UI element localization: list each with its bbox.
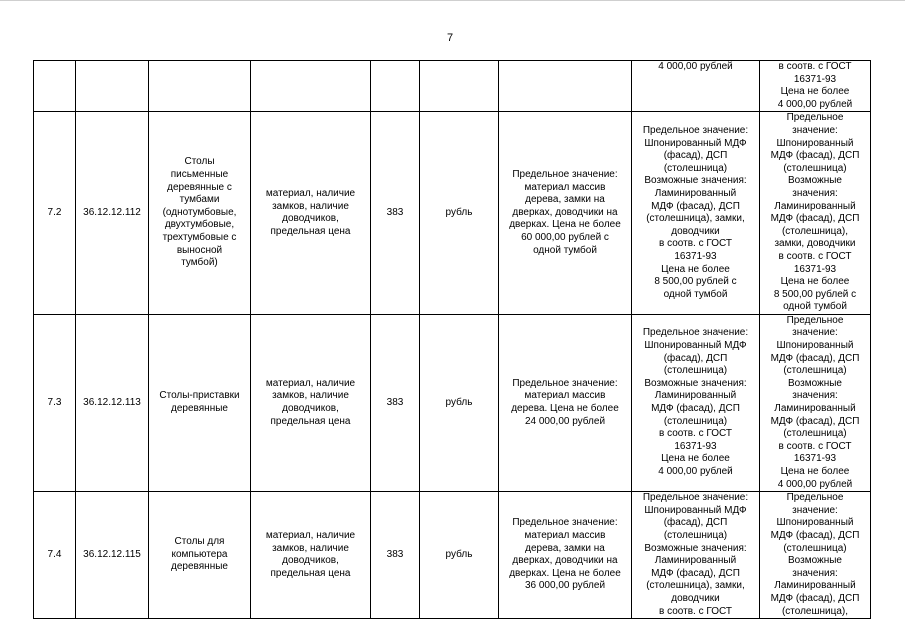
characteristics-cell: [251, 61, 371, 112]
requirement-value-cell: Предельное значение: Шпонированный МДФ (фасад), ДСП (столешница) Возможные значения: Ламинированный МДФ (фасад), ДСП (столешница), замки, доводчики в соотв. с ГОСТ 16371-93 Цена не более 8 500,00 рублей с одной тумбой: [632, 112, 760, 315]
okei-code-cell: 383: [371, 112, 420, 315]
table-row: [34, 314, 871, 491]
okpd-code-cell: 36.12.12.115: [76, 492, 149, 619]
okei-code-cell: 383: [371, 314, 420, 491]
item-name-cell: [149, 61, 251, 112]
item-name-cell: Столы письменные деревянные с тумбами (однотумбовые, двухтумбовые, трехтумбовые с выносной тумбой): [149, 112, 251, 315]
requirement-value-cell: [499, 61, 632, 112]
page-number: 7: [446, 32, 454, 44]
requirement-value-cell: Предельное значение: материал массив дерева. Цена не более 24 000,00 рублей: [499, 314, 632, 491]
procurement-requirements-table: [33, 60, 871, 619]
requirement-value-cell: Предельное значение: Шпонированный МДФ (фасад), ДСП (столешница) Возможные значения: Ламинированный МДФ (фасад), ДСП (столешница) в соотв. с ГОСТ 16371-93 Цена не более 4 000,00 рублей: [632, 314, 760, 491]
table-row: [34, 492, 871, 619]
unit-cell: рубль: [420, 314, 499, 491]
row-number-cell: 7.3: [34, 314, 76, 491]
requirement-value-cell: в соотв. с ГОСТ 16371-93 Цена не более 4 000,00 рублей: [760, 61, 871, 112]
requirement-value-cell: Предельное значение: материал массив дерева, замки на дверках, доводчики на дверках. Цена не более 60 000,00 рублей с одной тумбой: [499, 112, 632, 315]
okpd-code-cell: 36.12.12.113: [76, 314, 149, 491]
unit-cell: [420, 61, 499, 112]
requirement-value-cell: 4 000,00 рублей: [632, 61, 760, 112]
table-row: [34, 112, 871, 315]
requirement-value-cell: Предельное значение: материал массив дерева, замки на дверках, доводчики на дверках. Цена не более 36 000,00 рублей: [499, 492, 632, 619]
requirement-value-cell: Предельное значение: Шпонированный МДФ (фасад), ДСП (столешница) Возможные значения: Ламинированный МДФ (фасад), ДСП (столешница) в соотв. с ГОСТ 16371-93 Цена не более 4 000,00 рублей: [760, 314, 871, 491]
table-row: [34, 61, 871, 112]
okpd-code-cell: 36.12.12.112: [76, 112, 149, 315]
okpd-code-cell: [76, 61, 149, 112]
okei-code-cell: 383: [371, 492, 420, 619]
item-name-cell: Столы-приставки деревянные: [149, 314, 251, 491]
characteristics-cell: материал, наличие замков, наличие доводчиков, предельная цена: [251, 492, 371, 619]
characteristics-cell: материал, наличие замков, наличие доводчиков, предельная цена: [251, 314, 371, 491]
unit-cell: рубль: [420, 112, 499, 315]
characteristics-cell: материал, наличие замков, наличие доводчиков, предельная цена: [251, 112, 371, 315]
okei-code-cell: [371, 61, 420, 112]
requirement-value-cell: Предельное значение: Шпонированный МДФ (фасад), ДСП (столешница) Возможные значения: Ламинированный МДФ (фасад), ДСП (столешница), замки, доводчики в соотв. с ГОСТ 16371-93 Цена не более 8 500,00 рублей с одной тумбой: [760, 112, 871, 315]
unit-cell: рубль: [420, 492, 499, 619]
row-number-cell: 7.4: [34, 492, 76, 619]
requirement-value-cell: Предельное значение: Шпонированный МДФ (фасад), ДСП (столешница) Возможные значения: Ламинированный МДФ (фасад), ДСП (столешница),: [760, 492, 871, 619]
requirement-value-cell: Предельное значение: Шпонированный МДФ (фасад), ДСП (столешница) Возможные значения: Ламинированный МДФ (фасад), ДСП (столешница), замки, доводчики в соотв. с ГОСТ: [632, 492, 760, 619]
item-name-cell: Столы для компьютера деревянные: [149, 492, 251, 619]
row-number-cell: [34, 61, 76, 112]
row-number-cell: 7.2: [34, 112, 76, 315]
top-edge-rule: [0, 0, 905, 1]
